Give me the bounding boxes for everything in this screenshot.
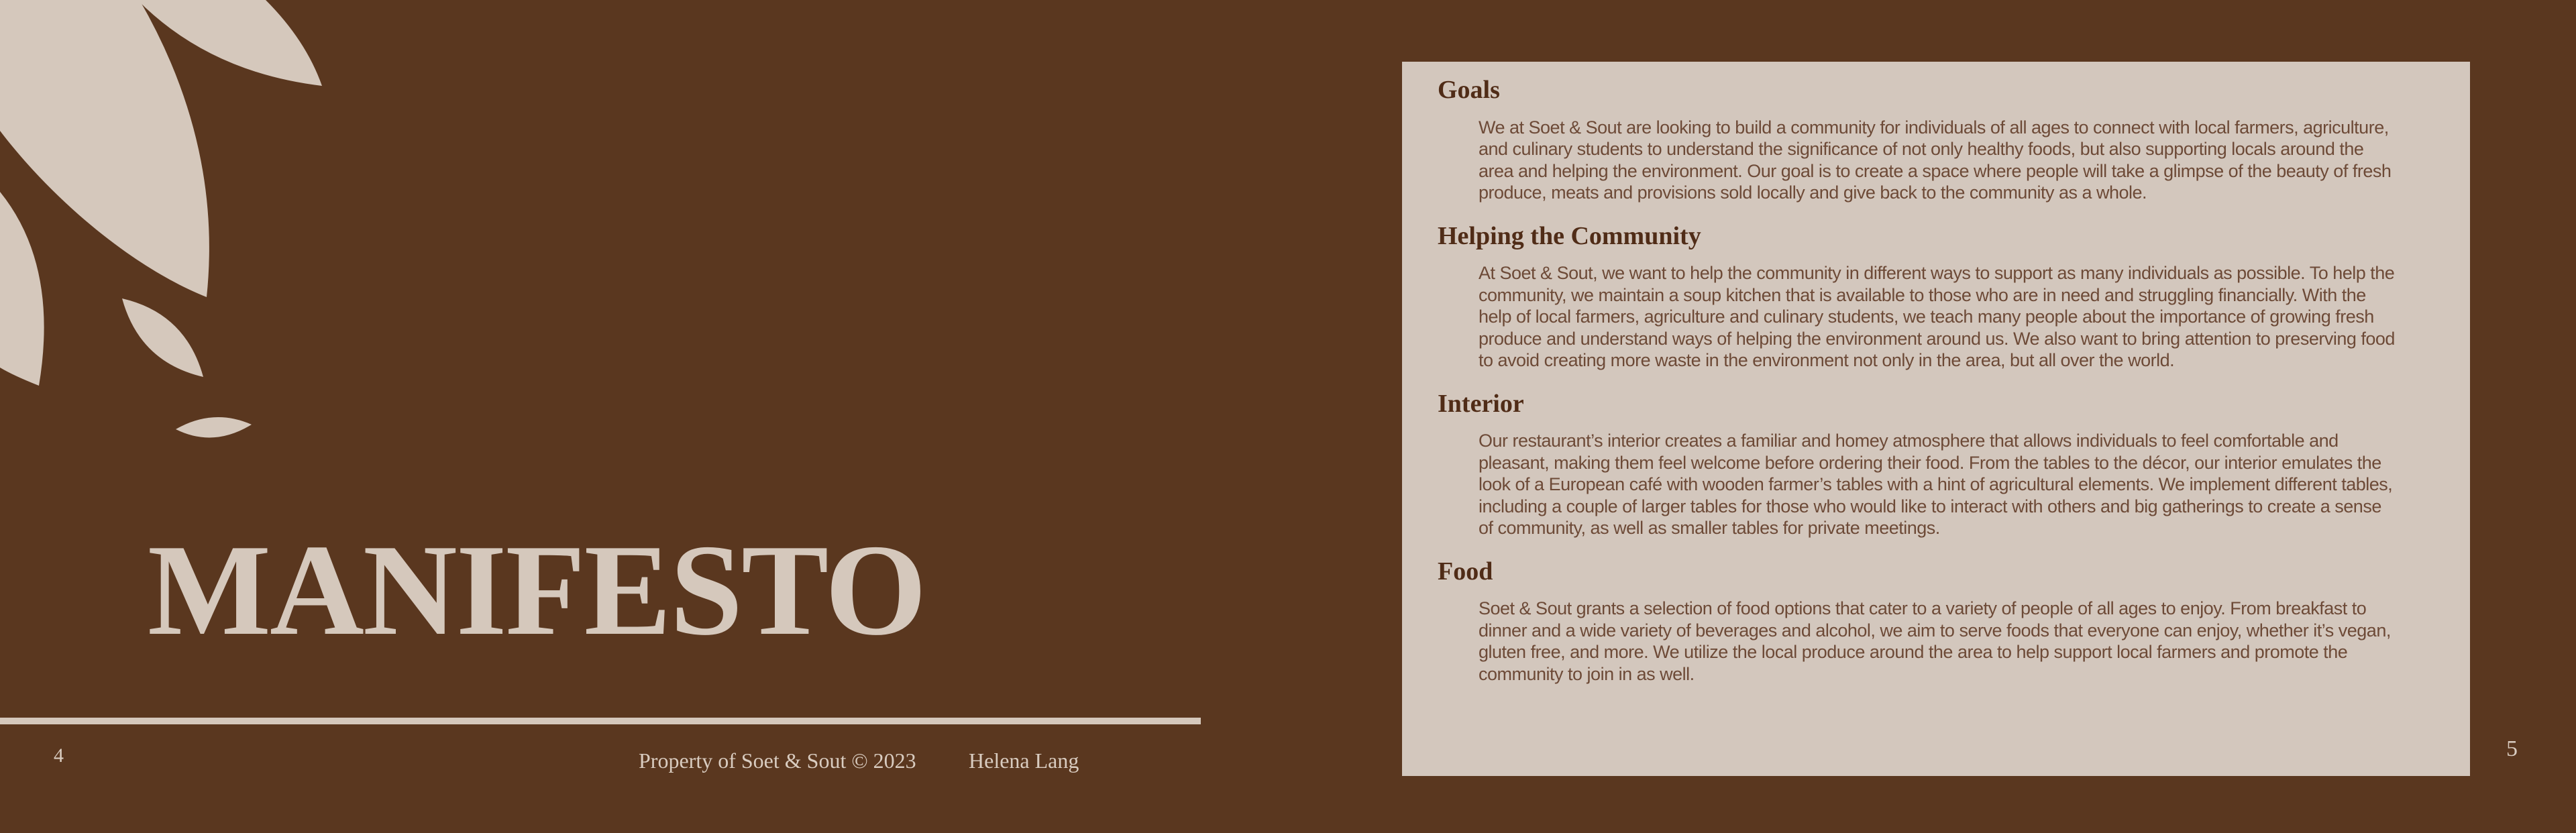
- footer-divider: [0, 718, 1201, 724]
- section-body-food: Soet & Sout grants a selection of food options that cater to a variety of people of all ages to enjoy. From breakfast to dinner and a wide variety of beverages and alcohol, we aim to serve foods that everyone can enjoy, whether it’s vegan, gluten free, and more. We utilize the local produce around the area to help support local farmers and promote the community to join in as well.: [1479, 598, 2391, 684]
- section-body-helping-the-community: At Soet & Sout, we want to help the community in different ways to support as many individuals as possible. To help the community, we maintain a soup kitchen that is available to those who are in need and struggling financially. With the help of local farmers, agriculture and culinary students, we teach many people about the importance of growing fresh produce and understand ways of helping the environment around us. We also want to bring attention to preserving food to avoid creating more waste in the environment not only in the area, but all over the world.: [1479, 263, 2395, 371]
- section-body-interior: Our restaurant’s interior creates a familiar and homey atmosphere that allows individuals to feel comfortable and pleasant, making them feel welcome before ordering their food. From the tables to the décor, our interior emulates the look of a European café with wooden farmer’s tables with a hint of agricultural elements. We implement different tables, including a couple of larger tables for those who would like to interact with others and big gatherings to create a sense of community, as well as smaller tables for private meetings.: [1479, 431, 2393, 539]
- section-interior: [1438, 389, 2399, 539]
- section-heading-food: Food: [1438, 557, 1493, 586]
- page-number-right: 5: [2506, 736, 2518, 761]
- section-body-goals: We at Soet & Sout are looking to build a community for individuals of all ages to connect with local farmers, agriculture, and culinary students to understand the significance of not only healthy foods, but also supporting locals around the area and helping the environment. Our goal is to create a space where people will take a glimpse of the beauty of fresh produce, meats and provisions sold locally and give back to the community as a whole.: [1479, 117, 2392, 203]
- section-heading-interior: Interior: [1438, 389, 1524, 418]
- page-number-left: 4: [54, 744, 64, 767]
- content-panel: [1402, 62, 2470, 776]
- section-goals: [1438, 75, 2399, 204]
- section-helping-the-community: [1438, 221, 2399, 372]
- section-heading-goals: Goals: [1438, 76, 1500, 104]
- footer-property-text: Property of Soet & Sout © 2023: [639, 748, 916, 773]
- section-heading-helping-the-community: Helping the Community: [1438, 221, 1701, 250]
- section-food: [1438, 557, 2399, 685]
- footer-author-text: Helena Lang: [969, 748, 1079, 773]
- page-title: MANIFESTO: [148, 518, 926, 663]
- leaf-decoration-icon: [0, 0, 349, 516]
